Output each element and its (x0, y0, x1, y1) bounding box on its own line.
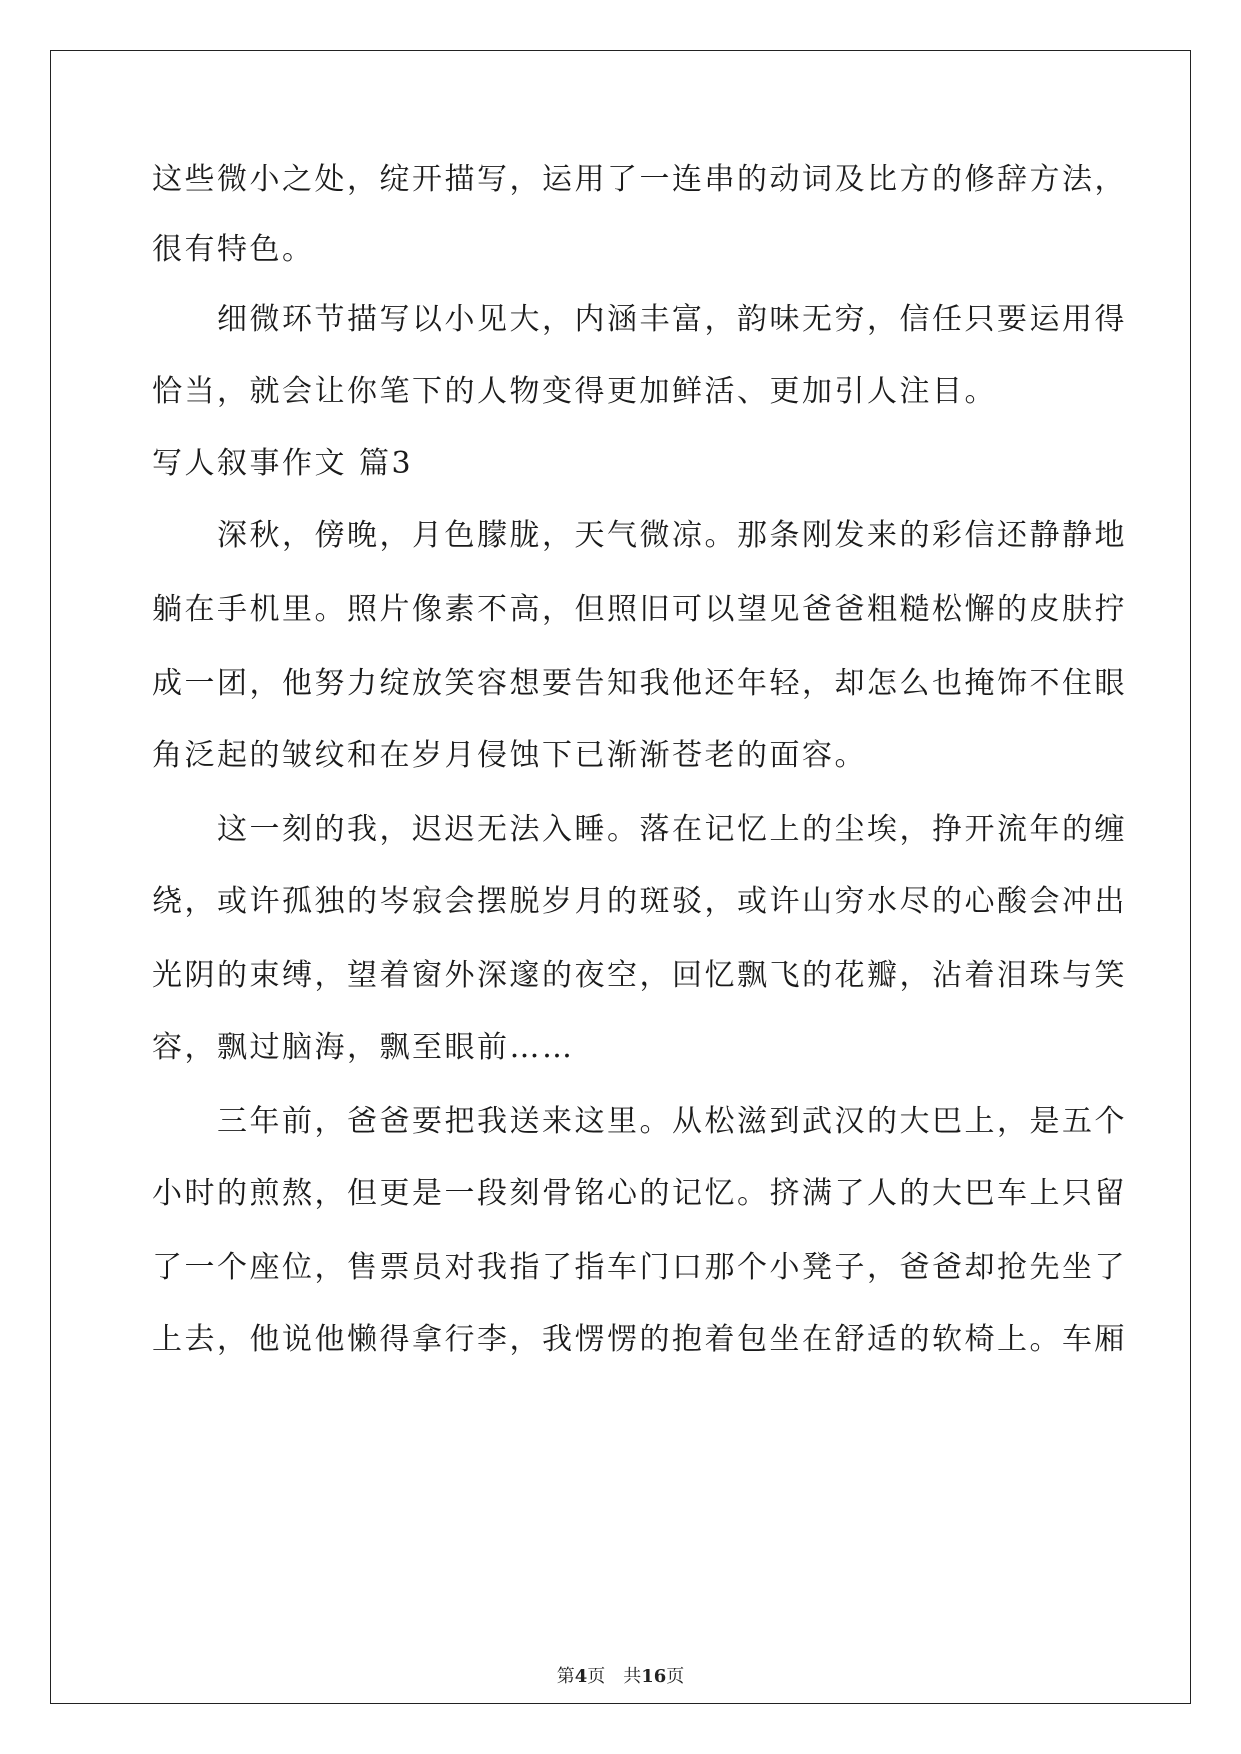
text-line: 了一个座位，售票员对我指了指车门口那个小凳子，爸爸却抢先坐了 (152, 1250, 1127, 1285)
section-heading: 写人叙事作文 篇3 (152, 446, 414, 481)
text-line: 躺在手机里。照片像素不高，但照旧可以望见爸爸粗糙松懈的皮肤拧 (152, 592, 1127, 627)
text-line: 角泛起的皱纹和在岁月侵蚀下已渐渐苍老的面容。 (152, 738, 867, 773)
text-line: 成一团，他努力绽放笑容想要告知我他还年轻，却怎么也掩饰不住眼 (152, 666, 1127, 701)
text-line: 很有特色。 (152, 232, 315, 267)
footer-suffix: 页 (666, 1666, 685, 1687)
text-line: 容，飘过脑海，飘至眼前…… (152, 1030, 575, 1065)
text-line: 小时的煎熬，但更是一段刻骨铭心的记忆。挤满了人的大巴车上只留 (152, 1176, 1127, 1211)
text-line: 恰当，就会让你笔下的人物变得更加鲜活、更加引人注目。 (152, 374, 997, 409)
footer-prefix: 第 (556, 1666, 575, 1687)
page-footer (0, 1662, 1241, 1688)
text-line: 深秋，傍晚，月色朦胧，天气微凉。那条刚发来的彩信还静静地 (152, 518, 1127, 553)
current-page-number: 4 (574, 1666, 588, 1687)
footer-mid: 页 共 (587, 1666, 642, 1687)
page-border (50, 50, 1191, 1704)
text-line: 细微环节描写以小见大，内涵丰富，韵味无穷，信任只要运用得 (152, 302, 1127, 337)
text-line: 这些微小之处，绽开描写，运用了一连串的动词及比方的修辞方法， (152, 162, 1127, 197)
total-page-count: 16 (641, 1666, 667, 1687)
text-line: 光阴的束缚，望着窗外深邃的夜空，回忆飘飞的花瓣，沾着泪珠与笑 (152, 958, 1127, 993)
text-line: 三年前，爸爸要把我送来这里。从松滋到武汉的大巴上，是五个 (152, 1104, 1127, 1139)
text-line: 上去，他说他懒得拿行李，我愣愣的抱着包坐在舒适的软椅上。车厢 (152, 1322, 1127, 1357)
text-line: 绕，或许孤独的岑寂会摆脱岁月的斑驳，或许山穷水尽的心酸会冲出 (152, 884, 1127, 919)
text-line: 这一刻的我，迟迟无法入睡。落在记忆上的尘埃，挣开流年的缠 (152, 812, 1127, 847)
